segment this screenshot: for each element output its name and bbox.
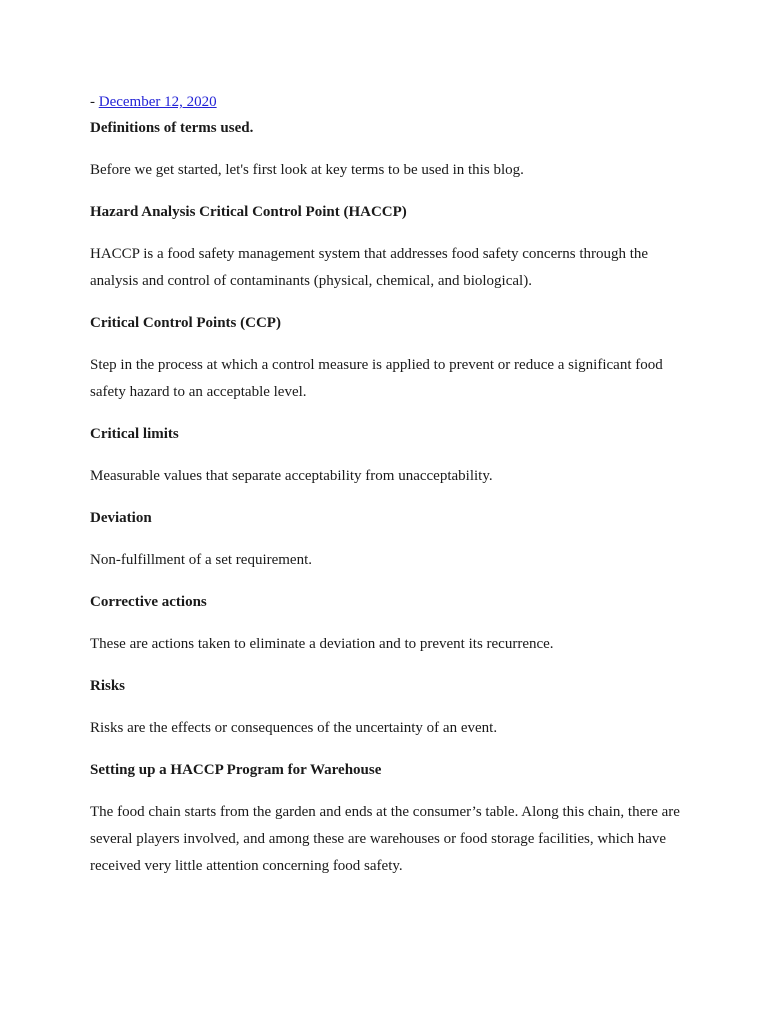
term-text-ccp: Step in the process at which a control measure is applied to prevent or reduce a significant food safety hazard to an acceptable level. (90, 357, 663, 400)
term-text-critical-limits: Measurable values that separate acceptability from unacceptability. (90, 468, 493, 484)
term-title-ccp: Critical Control Points (CCP) (90, 315, 281, 331)
post-date-link[interactable]: December 12, 2020 (98, 94, 217, 110)
section-title: Setting up a HACCP Program for Warehouse (90, 762, 382, 778)
post-dateline (90, 92, 690, 112)
term-title-corrective-actions: Corrective actions (90, 594, 207, 610)
date-prefix: - (90, 94, 95, 110)
term-title-critical-limits: Critical limits (90, 426, 179, 442)
intro-paragraph: Before we get started, let's first look at key terms to be used in this blog. (90, 162, 524, 178)
term-text-corrective-actions: These are actions taken to eliminate a deviation and to prevent its recurrence. (90, 636, 554, 652)
term-title-deviation: Deviation (90, 510, 152, 526)
blog-post-body (90, 92, 690, 880)
term-text-deviation: Non-fulfillment of a set requirement. (90, 552, 313, 568)
term-text-haccp: HACCP is a food safety management system that addresses food safety concerns through the analysis and control of contaminants (physical, chemical, and biological). (90, 246, 649, 289)
section-paragraph: The food chain starts from the garden and ends at the consumer’s table. Along this chain, there are several players involved, and among these are warehouses or food storage facilities, which have received very little attention concerning food safety. (90, 804, 680, 874)
term-text-risks: Risks are the effects or consequences of the uncertainty of an event. (90, 720, 498, 736)
term-title-risks: Risks (90, 678, 126, 694)
definitions-heading: Definitions of terms used. (90, 120, 254, 136)
term-title-haccp: Hazard Analysis Critical Control Point (HACCP) (90, 204, 407, 220)
